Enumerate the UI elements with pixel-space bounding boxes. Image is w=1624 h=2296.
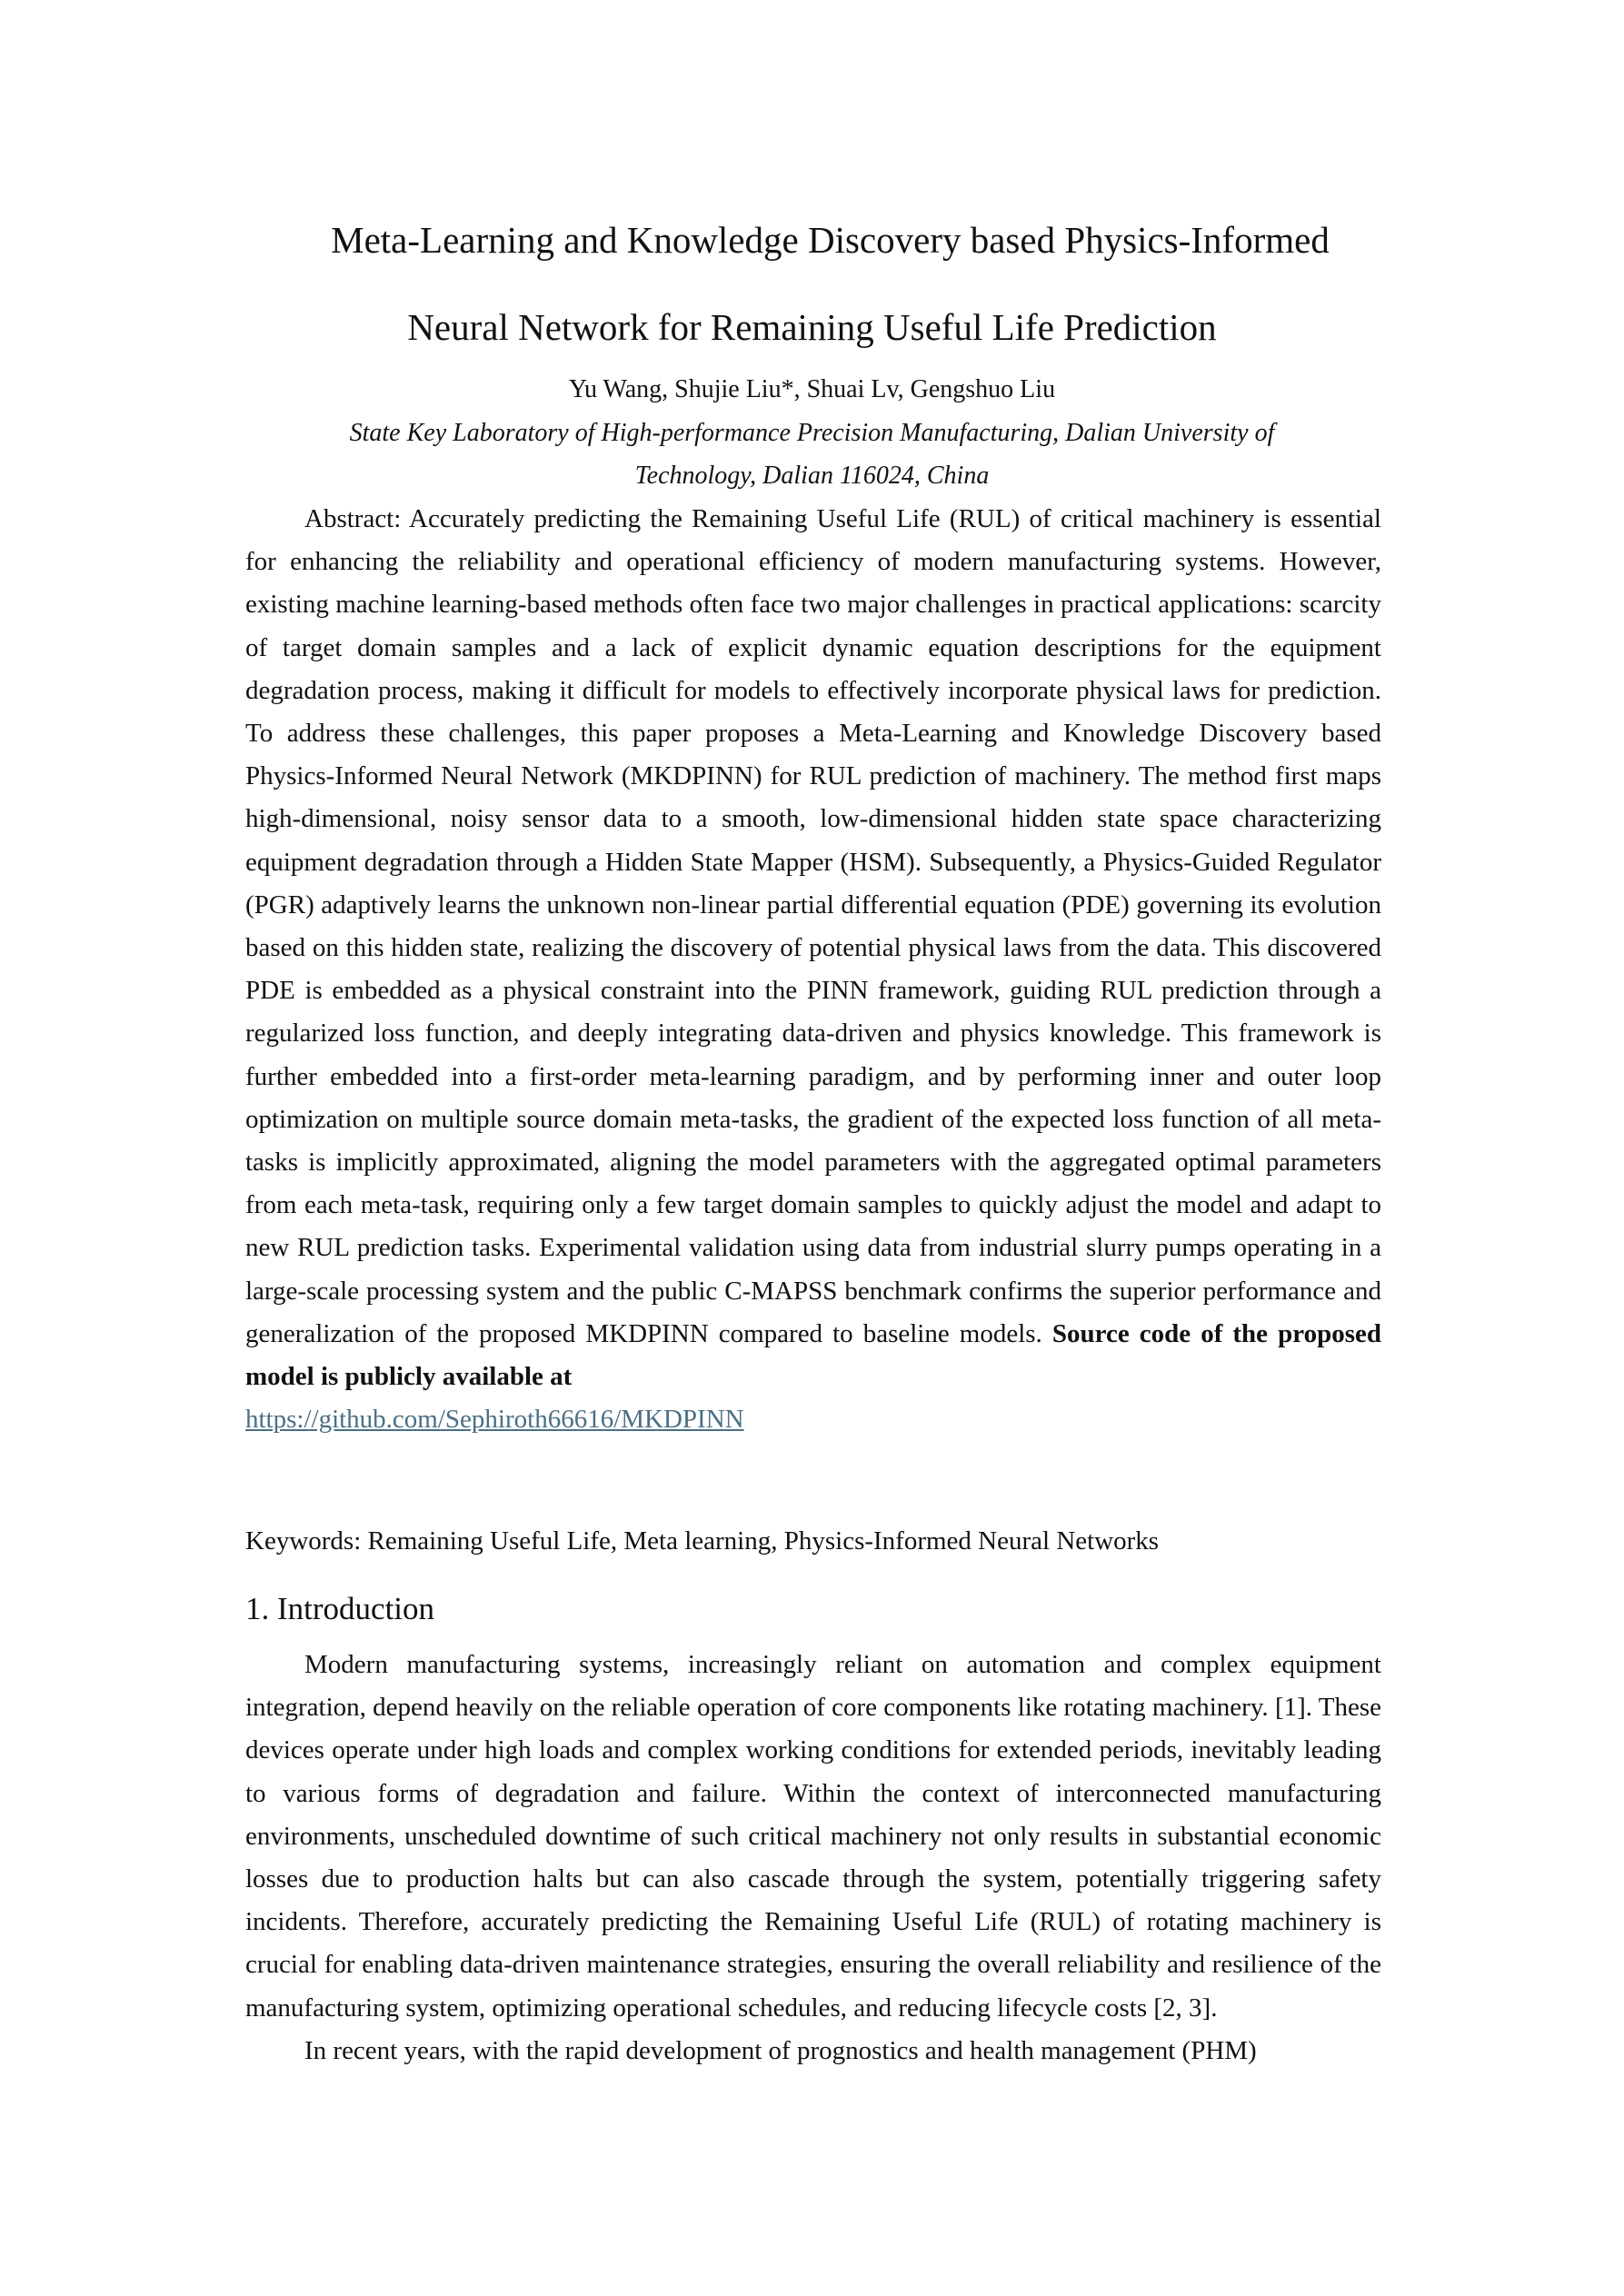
affiliation-line-2: Technology, Dalian 116024, China (634, 462, 990, 490)
author-list: Yu Wang, Shujie Liu*, Shuai Lv, Gengshuo Liu (568, 375, 1056, 403)
abstract-text: Abstract: Accurately predicting the Remaining Useful Life (RUL) of critical machinery is essential for enhancing the reliability and operational efficiency of modern manufacturing systems. However, existing machine learning-based methods often face two major challenges in practical applications: scarcity of target domain samples and a lack of explicit dynamic equation descriptions for the equipment degradation process, making it difficult for models to effectively incorporate physical laws for prediction. To address these challenges, this paper proposes a Meta-Learning and Knowledge Discovery based Physics-Informed Neural Network (MKDPINN) for RUL prediction of machinery. The method first maps high-dimensional, noisy sensor data to a smooth, low-dimensional hidden state space characterizing equipment degradation through a Hidden State Mapper (HSM). Subsequently, a Physics-Guided Regulator (PGR) adaptively learns the unknown non-linear partial differential equation (PDE) governing its evolution based on this hidden state, realizing the discovery of potential physical laws from the data. This discovered PDE is embedded as a physical constraint into the PINN framework, guiding RUL prediction through a regularized loss function, and deeply integrating data-driven and physics knowledge. This framework is further embedded into a first-order meta-learning paradigm, and by performing inner and outer loop optimization on multiple source domain meta-tasks, the gradient of the expected loss function of all meta-tasks is implicitly approximated, aligning the model parameters with the aggregated optimal parameters from each meta-task, requiring only a few target domain samples to quickly adjust the model and adapt to new RUL prediction tasks. Experimental validation using data from industrial slurry pumps operating in a large-scale processing system and the public C-MAPSS benchmark confirms the superior performance and generalization of the proposed MKDPINN compared to baseline models. (245, 504, 1381, 1348)
code-availability-statement: Source code of the proposed model is publicly available at (245, 1318, 1381, 1392)
paper-title-line-1: Meta-Learning and Knowledge Discovery based Physics-Informed (331, 219, 1330, 261)
intro-paragraph-1: Modern manufacturing systems, increasingly reliant on automation and complex equipment integration, depend heavily on the reliable operation of core components like rotating machinery. [1]. These devices operate under high loads and complex working conditions for extended periods, inevitably leading to various forms of degradation and failure. Within the context of interconnected manufacturing environments, unscheduled downtime of such critical machinery not only results in substantial economic losses due to production halts but can also cascade through the system, potentially triggering safety incidents. Therefore, accurately predicting the Remaining Useful Life (RUL) of rotating machinery is crucial for enabling data-driven maintenance strategies, ensuring the overall reliability and resilience of the manufacturing system, optimizing operational schedules, and reducing lifecycle costs [2, 3]. (245, 1650, 1381, 2023)
abstract (245, 498, 1381, 1441)
introduction-body (245, 1644, 1381, 2072)
intro-paragraph-2: In recent years, with the rapid development of prognostics and health management (PHM) (304, 2035, 1257, 2065)
paper-title-line-2: Neural Network for Remaining Useful Life Prediction (407, 306, 1217, 348)
affiliation-line-1: State Key Laboratory of High-performance Precision Manufacturing, Dalian University of (349, 419, 1275, 447)
code-repository-link[interactable]: https://github.com/Sephiroth66616/MKDPINN (245, 1405, 744, 1435)
section-heading-introduction: 1. Introduction (245, 1591, 435, 1626)
keywords: Keywords: Remaining Useful Life, Meta learning, Physics-Informed Neural Networks (245, 1526, 1160, 1556)
